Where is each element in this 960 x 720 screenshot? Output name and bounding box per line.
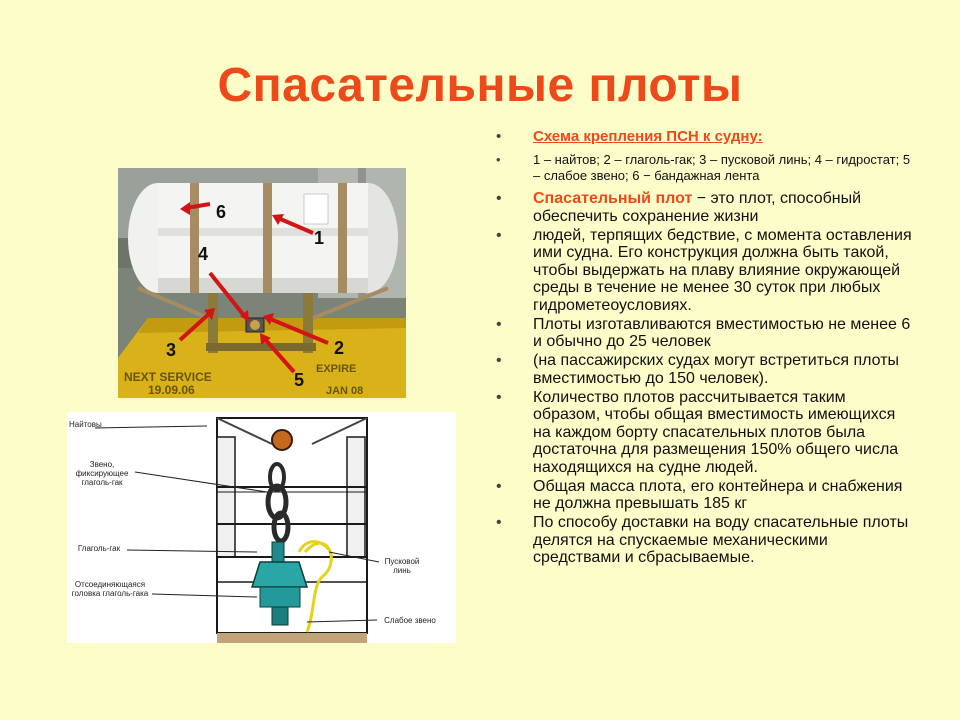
hook-diagram-drawing	[67, 412, 456, 643]
bullet-capacity	[496, 316, 916, 351]
photo-marker-2: 2	[334, 338, 345, 358]
bullet-dot-icon: •	[496, 190, 502, 207]
definition-term: Спасательный плот	[533, 190, 693, 207]
bullet-dot-icon: •	[496, 128, 502, 145]
liferaft-photo	[118, 168, 406, 398]
bullet-dot-icon: •	[496, 477, 502, 495]
capacity-text: Плоты изготавливаются вместимостью не менее 6 и обычно до 25 человек	[533, 315, 911, 350]
bullet-dot-icon: •	[496, 152, 501, 167]
deck-text-next-service: NEXT SERVICE	[124, 370, 212, 384]
label-weak-link: Слабое звено	[384, 616, 436, 625]
photo-marker-3: 3	[166, 340, 177, 360]
photo-marker-6: 6	[216, 202, 227, 222]
launch-text: По способу доставки на воду спасательные плоты делятся на спускаемые механическими средствами и сбрасываемые.	[533, 514, 909, 566]
label-painter: Пусковой линь	[384, 557, 420, 575]
mass-text: Общая масса плота, его контейнера и снабжения не должна превышать 185 кг	[533, 477, 903, 512]
heading-text: Схема крепления ПСН к судну:	[533, 128, 763, 145]
bullet-mass	[496, 478, 916, 513]
bullet-heading	[496, 128, 916, 145]
definition-text: − это плот, способный обеспечить сохранение жизни	[533, 190, 862, 225]
photo-marker-4: 4	[198, 244, 209, 264]
bullet-definition	[496, 190, 916, 225]
slide-title: Спасательные плоты	[217, 59, 743, 112]
label-pelican-hook: Глаголь-гак	[77, 544, 121, 553]
bullet-passenger	[496, 352, 916, 387]
bullet-dot-icon: •	[496, 226, 502, 244]
photo-marker-5: 5	[294, 370, 305, 390]
bullet-dot-icon: •	[496, 388, 502, 406]
label-fixing-link: Звено, фиксирующее глаголь-гак	[75, 460, 129, 487]
deck-text-expire: EXPIRE	[316, 363, 357, 375]
passenger-text: (на пассажирских судах могут встретиться плоты вместимостью до 150 человек).	[533, 352, 900, 387]
bullet-dot-icon: •	[496, 514, 502, 531]
bullet-dot-icon: •	[496, 315, 502, 333]
deck-text-date: 19.09.06	[148, 383, 195, 397]
bullet-definition-cont	[496, 227, 916, 315]
label-lashings: Найтовы	[69, 420, 102, 429]
hook-diagram	[67, 412, 456, 643]
bullet-list	[496, 128, 916, 567]
bullet-content	[496, 128, 916, 568]
definition-cont-text: людей, терпящих бедствие, с момента оставления ими судна. Его конструкция должна быть такой, чтобы выдержать на плаву влияние окружающей среды в течение не менее 30 суток при любых гидрометеоусловиях.	[533, 226, 912, 314]
label-release-head: Отсоединяющаяся головка глаголь-гака	[71, 580, 149, 598]
bullet-quantity	[496, 389, 916, 477]
liferaft-photo-drawing	[118, 168, 406, 398]
deck-text-date-2: JAN 08	[326, 385, 364, 397]
bullet-dot-icon: •	[496, 352, 502, 369]
bullet-legend	[496, 152, 916, 184]
bullet-launch	[496, 514, 916, 567]
legend-text: 1 – найтов; 2 – глаголь-гак; 3 – пусковой линь; 4 – гидростат; 5 – слабое звено; 6 − бандажная лента	[533, 152, 911, 183]
quantity-text: Количество плотов рассчитывается таким образом, чтобы общая вместимость имеющихся на каждом борту спасательных плотов была достаточна для размещения 150% общего числа находящихся на судне людей.	[533, 388, 899, 476]
photo-marker-1: 1	[314, 228, 325, 248]
